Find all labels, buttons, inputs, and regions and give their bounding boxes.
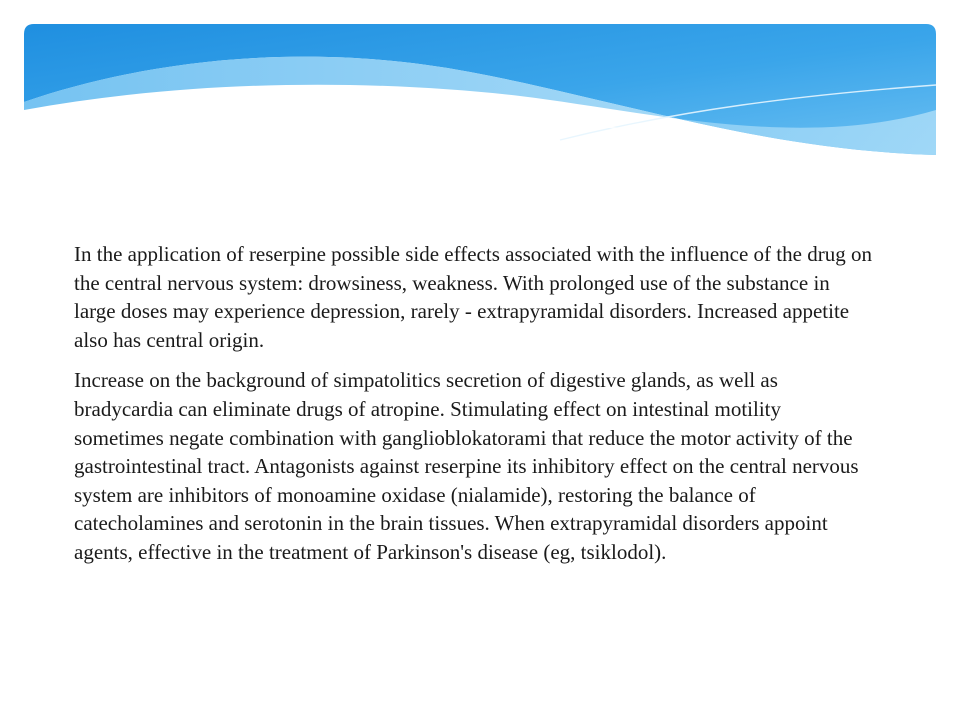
header-wave-decoration [0, 0, 960, 200]
paragraph-side-effects: In the application of reserpine possible side effects associated with the influence of the drug on the central nervous system: drowsiness, weakness. With prolonged use of the substance in large doses may experience depression, rarely - extrapyramidal disorders. Increased appetite also has central origin. [74, 242, 872, 352]
body-text [74, 240, 874, 579]
paragraph-interactions: Increase on the background of simpatolitics secretion of digestive glands, as well as bradycardia can eliminate drugs of atropine. Stimulating effect on intestinal motility sometimes negate combination with ganglioblokatorami that reduce the motor activity of the gastrointestinal tract. Antagonists against reserpine its inhibitory effect on the central nervous system are inhibitors of monoamine oxidase (nialamide), restoring the balance of catecholamines and serotonin in the brain tissues. When extrapyramidal disorders appoint agents, effective in the treatment of Parkinson's disease (eg, tsiklodol). [74, 368, 859, 564]
